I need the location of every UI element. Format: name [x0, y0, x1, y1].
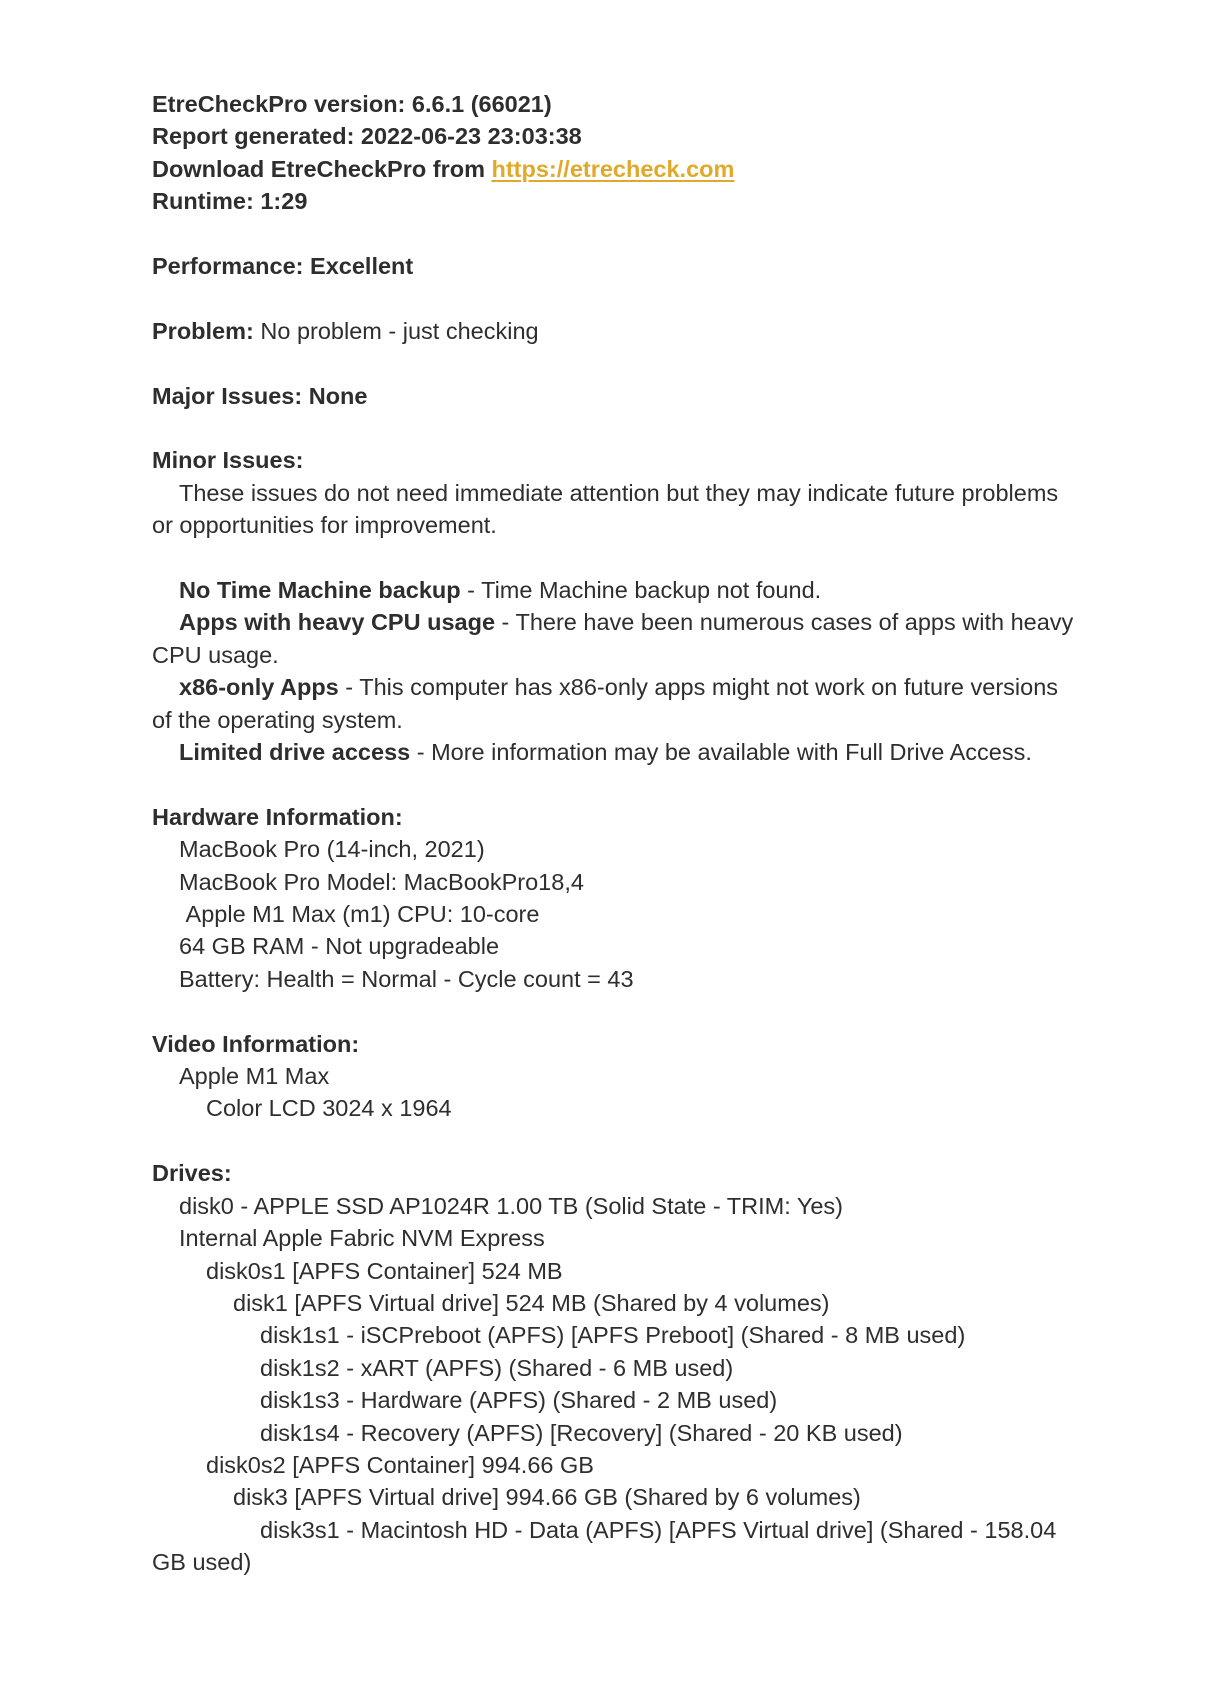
minor-issues-intro: These issues do not need immediate attention but they may indicate future problems or opportunities for improvement. [152, 479, 1065, 539]
drive-disk1: disk1 [APFS Virtual drive] 524 MB (Shared by 4 volumes) [233, 1289, 830, 1316]
spacer [152, 412, 1082, 444]
drives-heading: Drives: [152, 1160, 232, 1187]
version-line: EtreCheckPro version: 6.6.1 (66021) [152, 91, 552, 117]
drive-disk0s2: disk0s2 [APFS Container] 994.66 GB [206, 1451, 594, 1478]
drive-disk3s1: disk3s1 - Macintosh HD - Data (APFS) [APFS Virtual drive] (Shared - 158.04 GB used) [152, 1516, 1063, 1576]
drive-disk3: disk3 [APFS Virtual drive] 994.66 GB (Shared by 6 volumes) [233, 1484, 861, 1511]
hardware-model-id: MacBook Pro Model: MacBookPro18,4 [179, 868, 584, 895]
etrecheck-link[interactable]: https://etrecheck.com [491, 155, 735, 182]
hardware-heading: Hardware Information: [152, 803, 403, 830]
hardware-model: MacBook Pro (14-inch, 2021) [179, 836, 485, 863]
download-line [152, 153, 1082, 185]
minor-issue-title: Apps with heavy CPU usage [179, 609, 496, 636]
hardware-cpu: Apple M1 Max (m1) CPU: 10-core [179, 901, 540, 928]
minor-issue-item [152, 574, 1082, 606]
drive-disk1s2: disk1s2 - xART (APFS) (Shared - 6 MB used) [260, 1354, 734, 1381]
drive-bus: Internal Apple Fabric NVM Express [179, 1225, 545, 1252]
runtime-line: Runtime: 1:29 [152, 188, 308, 215]
spacer [152, 347, 1082, 379]
minor-issue-title: No Time Machine backup [179, 577, 461, 604]
drive-disk1s1: disk1s1 - iSCPreboot (APFS) [APFS Preboot] (Shared - 8 MB used) [260, 1322, 966, 1349]
drive-disk0s1: disk0s1 [APFS Container] 524 MB [206, 1257, 563, 1284]
video-gpu: Apple M1 Max [179, 1063, 330, 1090]
problem-label: Problem: [152, 317, 254, 344]
report-generated-line: Report generated: 2022-06-23 23:03:38 [152, 123, 582, 150]
drive-disk1s4: disk1s4 - Recovery (APFS) [Recovery] (Shared - 20 KB used) [260, 1419, 903, 1446]
minor-issue-title: Limited drive access [179, 739, 411, 766]
drive-disk1s3: disk1s3 - Hardware (APFS) (Shared - 2 MB used) [260, 1387, 778, 1414]
minor-issue-title: x86-only Apps [179, 674, 339, 701]
minor-issue-text: - Time Machine backup not found. [460, 577, 822, 604]
video-heading: Video Information: [152, 1030, 360, 1057]
major-issues-line: Major Issues: None [152, 382, 368, 409]
performance-line: Performance: Excellent [152, 253, 414, 280]
spacer [152, 542, 1082, 574]
hardware-battery: Battery: Health = Normal - Cycle count = 43 [179, 965, 634, 992]
minor-issue-item [152, 671, 1082, 736]
spacer [152, 1125, 1082, 1157]
minor-issue-text: - This computer has x86-only apps might not work on future versions of the operating system. [152, 674, 1065, 733]
spacer [152, 768, 1082, 800]
minor-issue-text: - More information may be available with Full Drive Access. [410, 739, 1032, 766]
spacer [152, 995, 1082, 1027]
minor-issue-item [152, 736, 1082, 768]
hardware-ram: 64 GB RAM - Not upgradeable [179, 933, 500, 960]
video-display: Color LCD 3024 x 1964 [206, 1095, 452, 1122]
problem-text: No problem - just checking [253, 317, 539, 344]
download-prefix: Download EtreCheckPro from [152, 155, 492, 182]
problem-line [152, 315, 1082, 347]
etrecheck-report [152, 88, 1082, 1579]
minor-issue-item [152, 606, 1082, 671]
minor-issue-text: - There have been numerous cases of apps with heavy CPU usage. [152, 609, 1080, 668]
spacer [152, 218, 1082, 250]
minor-issues-heading: Minor Issues: [152, 447, 304, 474]
drive-disk0: disk0 - APPLE SSD AP1024R 1.00 TB (Solid State - TRIM: Yes) [179, 1192, 843, 1219]
spacer [152, 282, 1082, 314]
